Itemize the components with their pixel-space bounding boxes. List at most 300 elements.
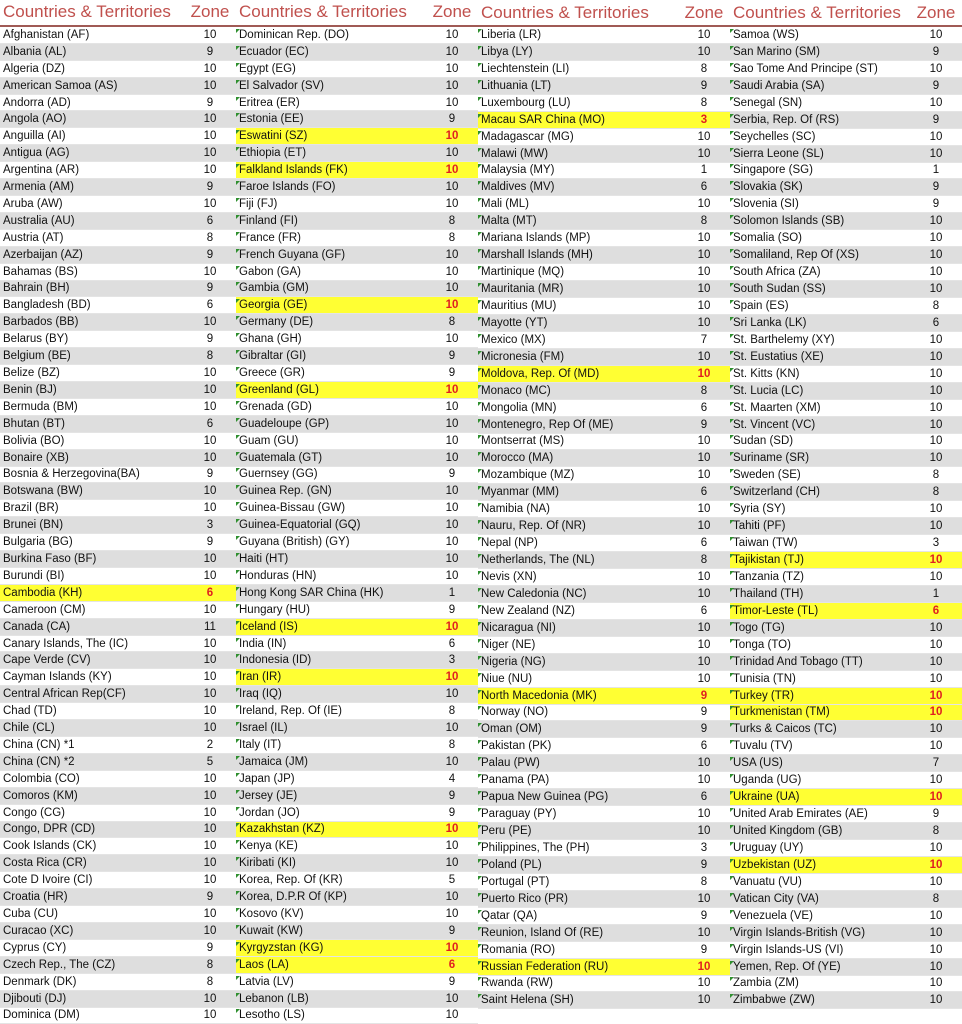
table-row (730, 721, 962, 738)
country-name: Puerto Rico (PR) (478, 893, 678, 905)
cell-comment-marker (730, 893, 734, 897)
zone-value: 10 (929, 435, 943, 448)
table-row (478, 755, 730, 772)
cell-comment-marker (478, 977, 482, 981)
zone-value: 3 (448, 654, 456, 667)
cell-comment-marker (478, 97, 482, 101)
zone-value: 10 (929, 384, 943, 397)
zone-value: 10 (203, 772, 217, 785)
zone-value: 10 (697, 147, 711, 160)
country-name: Estonia (EE) (236, 113, 426, 125)
table-row (478, 247, 730, 264)
zone-value: 10 (445, 62, 459, 75)
country-name: Nauru, Rep. Of (NR) (478, 520, 678, 532)
country-name: Ethiopia (ET) (236, 147, 426, 159)
table-row (0, 145, 236, 162)
country-name: Namibia (NA) (478, 503, 678, 515)
zone-value: 10 (697, 249, 711, 262)
zone-value: 9 (206, 891, 214, 904)
table-row (730, 129, 962, 146)
country-name: Indonesia (ID) (236, 654, 426, 666)
table-row (0, 433, 236, 450)
country-name: Reunion, Island Of (RE) (478, 927, 678, 939)
country-name: Uganda (UG) (730, 774, 910, 786)
table-row (236, 619, 478, 636)
table-row (236, 95, 478, 112)
cell-comment-marker (478, 131, 482, 135)
cell-comment-marker (236, 282, 240, 286)
zone-value: 10 (929, 774, 943, 787)
zone-header: Zone (684, 2, 724, 22)
zone-value: 10 (445, 434, 459, 447)
zone-value: 10 (929, 909, 943, 922)
zone-value: 9 (448, 468, 456, 481)
cell-comment-marker (478, 402, 482, 406)
country-name: Morocco (MA) (478, 452, 678, 464)
zone-value: 8 (700, 554, 708, 567)
zone-value: 10 (697, 892, 711, 905)
zone-value: 10 (445, 502, 459, 515)
zone-value: 10 (203, 130, 217, 143)
country-name: Djibouti (DJ) (3, 992, 67, 1005)
country-name: Seychelles (SC) (730, 131, 910, 143)
zone-value: 10 (203, 603, 217, 616)
table-row (0, 264, 236, 281)
cell-comment-marker (236, 587, 240, 591)
zone-value: 10 (445, 383, 459, 396)
zone-value: 10 (697, 977, 711, 990)
country-name: Luxembourg (LU) (478, 97, 678, 109)
zone-value: 10 (203, 908, 217, 921)
zone-value: 10 (203, 400, 217, 413)
table-row (478, 671, 730, 688)
table-row (730, 908, 962, 925)
table-row (0, 771, 236, 788)
cell-comment-marker (730, 537, 734, 541)
zone-value: 10 (697, 45, 711, 58)
table-row (0, 923, 236, 940)
country-name: Fiji (FJ) (236, 198, 426, 210)
zone-value: 10 (697, 570, 711, 583)
table-row (0, 111, 236, 128)
zone-value: 10 (203, 552, 217, 565)
zone-value: 6 (448, 637, 456, 650)
table-row (478, 738, 730, 755)
zone-value: 10 (445, 451, 459, 464)
cell-comment-marker (730, 977, 734, 981)
zone-value: 10 (445, 417, 459, 430)
cell-comment-marker (730, 740, 734, 744)
country-name: Mongolia (MN) (478, 402, 678, 414)
cell-comment-marker (730, 402, 734, 406)
country-name: Malaysia (MY) (478, 164, 678, 176)
country-name: Montenegro, Rep Of (ME) (478, 419, 678, 431)
country-name: Venezuela (VE) (730, 910, 910, 922)
table-row (0, 500, 236, 517)
zone-value: 8 (206, 975, 214, 988)
zone-value: 10 (929, 723, 943, 736)
country-name: Latvia (LV) (236, 976, 426, 988)
country-name: Jamaica (JM) (236, 756, 426, 768)
country-name: Marshall Islands (MH) (478, 249, 678, 261)
country-name: Palau (PW) (478, 757, 678, 769)
country-name: Bhutan (BT) (3, 417, 65, 430)
country-name: Pakistan (PK) (478, 740, 678, 752)
zone-value: 10 (697, 198, 711, 211)
country-name: Tajikistan (TJ) (730, 554, 910, 566)
country-name: El Salvador (SV) (236, 80, 426, 92)
country-name: Denmark (DK) (3, 975, 77, 988)
cell-comment-marker (730, 385, 734, 389)
cell-comment-marker (478, 876, 482, 880)
zone-value: 6 (206, 417, 214, 430)
countries-header: Countries & Territories (3, 2, 171, 22)
table-row (236, 534, 478, 551)
table-row (478, 213, 730, 230)
zone-value: 10 (697, 655, 711, 668)
zone-value: 10 (697, 350, 711, 363)
zone-value: 10 (203, 62, 217, 75)
table-row (236, 855, 478, 872)
table-row (478, 535, 730, 552)
zone-value: 9 (700, 943, 708, 956)
table-row (730, 450, 962, 467)
table-row (236, 720, 478, 737)
country-name: Bulgaria (BG) (3, 536, 73, 549)
country-name: Malta (MT) (478, 215, 678, 227)
cell-comment-marker (478, 639, 482, 643)
table-row (0, 230, 236, 247)
cell-comment-marker (730, 622, 734, 626)
table-row (730, 637, 962, 654)
cell-comment-marker (730, 588, 734, 592)
table-row (236, 314, 478, 331)
table-row (0, 822, 236, 839)
table-row (478, 620, 730, 637)
table-row (236, 822, 478, 839)
cell-comment-marker (236, 46, 240, 50)
table-row (730, 383, 962, 400)
zone-value: 10 (929, 232, 943, 245)
zone-value: 6 (932, 316, 940, 329)
cell-comment-marker (478, 452, 482, 456)
zone-value: 10 (929, 503, 943, 516)
zone-value: 10 (929, 28, 943, 41)
zone-value: 10 (203, 688, 217, 701)
table-row (478, 298, 730, 315)
table-row (478, 806, 730, 823)
zone-value: 8 (206, 958, 214, 971)
table-row (478, 129, 730, 146)
table-row (730, 78, 962, 95)
cell-comment-marker (478, 893, 482, 897)
zone-value: 10 (203, 28, 217, 41)
zone-value: 9 (448, 603, 456, 616)
country-name: Niger (NE) (478, 639, 678, 651)
cell-comment-marker (730, 961, 734, 965)
zone-value: 6 (700, 537, 708, 550)
country-name: Moldova, Rep. Of (MD) (478, 368, 678, 380)
country-name: Liechtenstein (LI) (478, 63, 678, 75)
cell-comment-marker (730, 249, 734, 253)
country-name: Papua New Guinea (PG) (478, 791, 678, 803)
cell-comment-marker (236, 350, 240, 354)
table-row (236, 264, 478, 281)
zone-value: 10 (697, 587, 711, 600)
cell-comment-marker (236, 198, 240, 202)
table-row (236, 974, 478, 991)
table-row (478, 501, 730, 518)
table-row (236, 805, 478, 822)
country-name: Armenia (AM) (3, 181, 74, 194)
country-name: Somaliland, Rep Of (XS) (730, 249, 910, 261)
country-name: Finland (FI) (236, 215, 426, 227)
cell-comment-marker (730, 435, 734, 439)
cell-comment-marker (236, 671, 240, 675)
country-name: Mayotte (YT) (478, 317, 678, 329)
country-name: Benin (BJ) (3, 383, 57, 396)
table-row (0, 331, 236, 348)
zone-value: 10 (929, 621, 943, 634)
cell-comment-marker (236, 63, 240, 67)
country-name: Nicaragua (NI) (478, 622, 678, 634)
table-row (730, 518, 962, 535)
country-name: Sierra Leone (SL) (730, 148, 910, 160)
zone-value: 9 (932, 79, 940, 92)
table-row (478, 925, 730, 942)
country-name: Botswana (BW) (3, 485, 83, 498)
table-row (478, 315, 730, 332)
zone-value: 10 (445, 620, 459, 633)
table-row (478, 721, 730, 738)
table-row (236, 247, 478, 264)
cell-comment-marker (730, 300, 734, 304)
cell-comment-marker (236, 874, 240, 878)
country-name: Dominican Rep. (DO) (236, 29, 426, 41)
zone-value: 10 (445, 671, 459, 684)
zone-value: 10 (203, 451, 217, 464)
table-row (236, 906, 478, 923)
zone-value: 6 (700, 401, 708, 414)
zone-value: 10 (929, 791, 943, 804)
country-name: Guinea-Bissau (GW) (236, 502, 426, 514)
country-name: Serbia, Rep. Of (RS) (730, 114, 910, 126)
cell-comment-marker (236, 266, 240, 270)
table-row (478, 400, 730, 417)
table-row (0, 703, 236, 720)
cell-comment-marker (730, 114, 734, 118)
zone-value: 8 (700, 875, 708, 888)
cell-comment-marker (236, 688, 240, 692)
cell-comment-marker (478, 927, 482, 931)
country-name: Guyana (British) (GY) (236, 536, 426, 548)
country-name: Lithuania (LT) (478, 80, 678, 92)
cell-comment-marker (730, 639, 734, 643)
zone-value: 10 (929, 401, 943, 414)
table-row (478, 95, 730, 112)
country-name: Netherlands, The (NL) (478, 554, 678, 566)
table-row (730, 27, 962, 44)
table-row (478, 78, 730, 95)
zone-value: 10 (697, 672, 711, 685)
table-row (730, 230, 962, 247)
table-row (0, 247, 236, 264)
zone-value: 10 (697, 28, 711, 41)
country-name: Singapore (SG) (730, 164, 910, 176)
country-name: Slovakia (SK) (730, 181, 910, 193)
country-name: Bonaire (XB) (3, 451, 69, 464)
zone-value: 10 (203, 79, 217, 92)
table-row (478, 112, 730, 129)
cell-comment-marker (730, 690, 734, 694)
zone-value: 8 (932, 486, 940, 499)
zone-value: 10 (445, 96, 459, 109)
zone-value: 10 (203, 789, 217, 802)
country-name: Nigeria (NG) (478, 656, 678, 668)
country-name: Cape Verde (CV) (3, 654, 91, 667)
table-row (0, 196, 236, 213)
country-name: Cuba (CU) (3, 908, 58, 921)
cell-comment-marker (236, 164, 240, 168)
table-row (478, 196, 730, 213)
country-name: Mozambique (MZ) (478, 469, 678, 481)
table-row (478, 552, 730, 569)
zone-value: 10 (445, 536, 459, 549)
country-name: St. Kitts (KN) (730, 368, 910, 380)
country-name: Zambia (ZM) (730, 977, 910, 989)
zone-value: 9 (700, 706, 708, 719)
country-name: Oman (OM) (478, 723, 678, 735)
cell-comment-marker (236, 807, 240, 811)
table-row (730, 552, 962, 569)
country-name: Philippines, The (PH) (478, 842, 678, 854)
cell-comment-marker (730, 944, 734, 948)
zone-value: 8 (932, 469, 940, 482)
zone-value: 10 (697, 638, 711, 651)
zone-value: 10 (445, 688, 459, 701)
zone-value: 10 (203, 857, 217, 870)
table-row (730, 44, 962, 61)
country-name: Guinea Rep. (GN) (236, 485, 426, 497)
zone-value: 10 (929, 672, 943, 685)
cell-comment-marker (478, 554, 482, 558)
country-name: Samoa (WS) (730, 29, 910, 41)
cell-comment-marker (478, 232, 482, 236)
table-row (236, 703, 478, 720)
country-name: Virgin Islands-British (VG) (730, 927, 910, 939)
table-row (730, 891, 962, 908)
cell-comment-marker (236, 908, 240, 912)
table-row (478, 603, 730, 620)
zone-value: 10 (445, 722, 459, 735)
zone-value: 9 (448, 975, 456, 988)
cell-comment-marker (478, 774, 482, 778)
zone-value: 10 (203, 569, 217, 582)
table-row (0, 957, 236, 974)
country-name: Eritrea (ER) (236, 97, 426, 109)
table-row (478, 654, 730, 671)
zone-value: 10 (697, 299, 711, 312)
country-name: Ukraine (UA) (730, 791, 910, 803)
table-row (730, 755, 962, 772)
country-name: Burundi (BI) (3, 569, 65, 582)
zone-value: 4 (448, 772, 456, 785)
table-row (478, 874, 730, 891)
country-name: Bangladesh (BD) (3, 299, 91, 312)
cell-comment-marker (478, 164, 482, 168)
country-name: Tonga (TO) (730, 639, 910, 651)
zone-value: 10 (929, 249, 943, 262)
zone-value: 9 (206, 248, 214, 261)
table-row (236, 686, 478, 703)
zone-value: 10 (929, 554, 943, 567)
country-name: South Africa (ZA) (730, 266, 910, 278)
table-row (236, 213, 478, 230)
table-row (730, 213, 962, 230)
table-row (478, 264, 730, 281)
country-name: New Zealand (NZ) (478, 605, 678, 617)
country-name: Greece (GR) (236, 367, 426, 379)
table-row (0, 78, 236, 95)
table-row (478, 942, 730, 959)
zone-value: 10 (445, 181, 459, 194)
country-name: Kuwait (KW) (236, 925, 426, 937)
country-name: Gibraltar (GI) (236, 350, 426, 362)
country-name: Bermuda (BM) (3, 400, 78, 413)
table-row (730, 603, 962, 620)
country-name: Aruba (AW) (3, 197, 63, 210)
country-name: Azerbaijan (AZ) (3, 248, 83, 261)
table-row (730, 434, 962, 451)
zone-value: 9 (206, 333, 214, 346)
zone-value: 9 (206, 181, 214, 194)
table-row (478, 417, 730, 434)
table-row (0, 213, 236, 230)
cell-comment-marker (478, 808, 482, 812)
country-name: Ghana (GH) (236, 333, 426, 345)
table-row (236, 281, 478, 298)
cell-comment-marker (478, 723, 482, 727)
cell-comment-marker (236, 536, 240, 540)
country-name: Guadeloupe (GP) (236, 418, 426, 430)
zone-value: 8 (448, 214, 456, 227)
table-row (0, 991, 236, 1008)
table-row (236, 991, 478, 1008)
zone-value: 6 (700, 604, 708, 617)
zone-value: 10 (203, 874, 217, 887)
country-name: Falkland Islands (FK) (236, 164, 426, 176)
table-row (730, 95, 962, 112)
zone-value: 9 (932, 808, 940, 821)
country-name: Thailand (TH) (730, 588, 910, 600)
zone-value: 8 (206, 231, 214, 244)
table-row (730, 417, 962, 434)
country-name: Albania (AL) (3, 45, 67, 58)
country-name: Laos (LA) (236, 959, 426, 971)
country-name: Tahiti (PF) (730, 520, 910, 532)
table-row (236, 162, 478, 179)
country-name: Iceland (IS) (236, 621, 426, 633)
country-name: Angola (AO) (3, 113, 67, 126)
cell-comment-marker (730, 181, 734, 185)
cell-comment-marker (236, 147, 240, 151)
table-row (236, 399, 478, 416)
country-name: Montserrat (MS) (478, 435, 678, 447)
zone-value: 10 (697, 316, 711, 329)
country-name: Curacao (XC) (3, 924, 74, 937)
cell-comment-marker (236, 468, 240, 472)
zone-value: 9 (206, 45, 214, 58)
